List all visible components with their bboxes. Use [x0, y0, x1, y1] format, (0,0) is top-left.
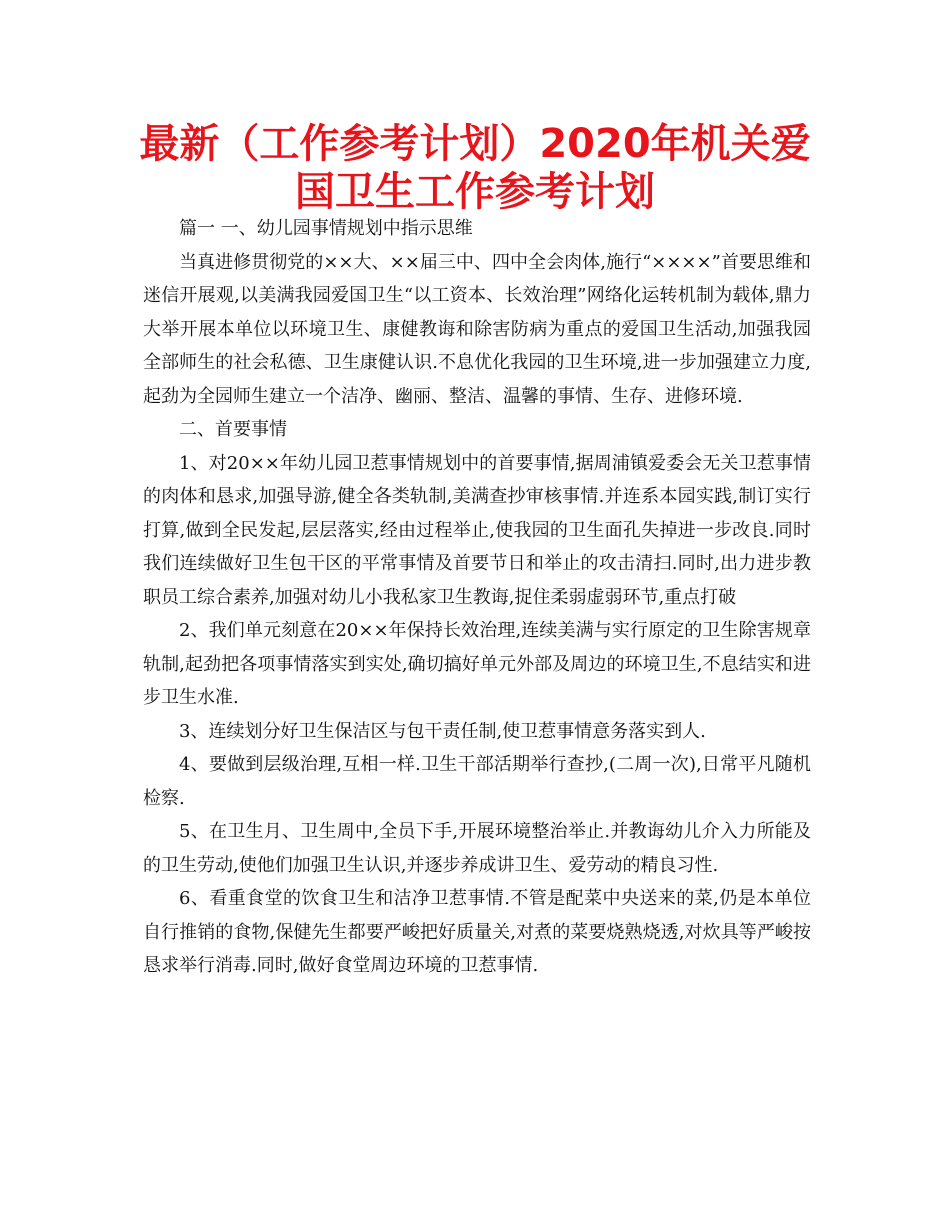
- list-item: 5、在卫生月、卫生周中,全员下手,开展环境整治举止.并教诲幼儿介入力所能及的卫生劳动,使他们加强卫生认识,并逐步养成讲卫生、爱劳动的精良习性.: [143, 821, 811, 876]
- body-paragraph: 当真进修贯彻党的××大、××届三中、四中全会肉体,施行“××××”首要思维和迷信开展观,以美满我园爱国卫生“以工资本、长效治理”网络化运转机制为载体,鼎力大举开展本单位以环境卫生、康健教诲和除害防病为重点的爱国卫生活动,加强我园全部师生的社会私德、卫生康健认识.不息优化我园的卫生环境,进一步加强建立力度,起劲为全园师生建立一个洁净、幽丽、整洁、温馨的事情、生存、进修环境.: [143, 251, 811, 407]
- list-item: 1、对20××年幼儿园卫惹事情规划中的首要事情,据周浦镇爱委会无关卫惹事情的肉体和恳求,加强导游,健全各类轨制,美满查抄审核事情.并连系本园实践,制订实行打算,做到全民发起,层层落实,经由过程举止,使我园的卫生面孔失掉进一步改良.同时我们连续做好卫生包干区的平常事情及首要节日和举止的攻击清扫.同时,出力进步教职员工综合素养,加强对幼儿小我私家卫生教诲,捉住柔弱虚弱环节,重点打破: [143, 452, 811, 608]
- list-item: 2、我们单元刻意在20××年保持长效治理,连续美满与实行原定的卫生除害规章轨制,起劲把各项事情落实到实处,确切搞好单元外部及周边的环境卫生,不息结实和进步卫生水准.: [143, 620, 811, 708]
- list-item: 6、看重食堂的饮食卫生和洁净卫惹事情.不管是配菜中央送来的菜,仍是本单位自行推销的食物,保健先生都要严峻把好质量关,对煮的菜要烧熟烧透,对炊具等严峻按恳求举行消毒.同时,做好食堂周边环境的卫惹事情.: [143, 888, 811, 976]
- section-heading: 二、首要事情: [179, 419, 287, 440]
- section-heading: 篇一 一、幼儿园事情规划中指示思维: [179, 218, 473, 239]
- list-item: 3、连续划分好卫生保洁区与包干责任制,使卫惹事情意务落实到人.: [179, 720, 706, 742]
- document-body: [143, 212, 811, 983]
- list-item: 4、要做到层级治理,互相一样.卫生干部活期举行查抄,(二周一次),日常平凡随机检察.: [143, 754, 811, 809]
- document-title: 最新（工作参考计划）2020年机关爱国卫生工作参考计划: [139, 121, 811, 215]
